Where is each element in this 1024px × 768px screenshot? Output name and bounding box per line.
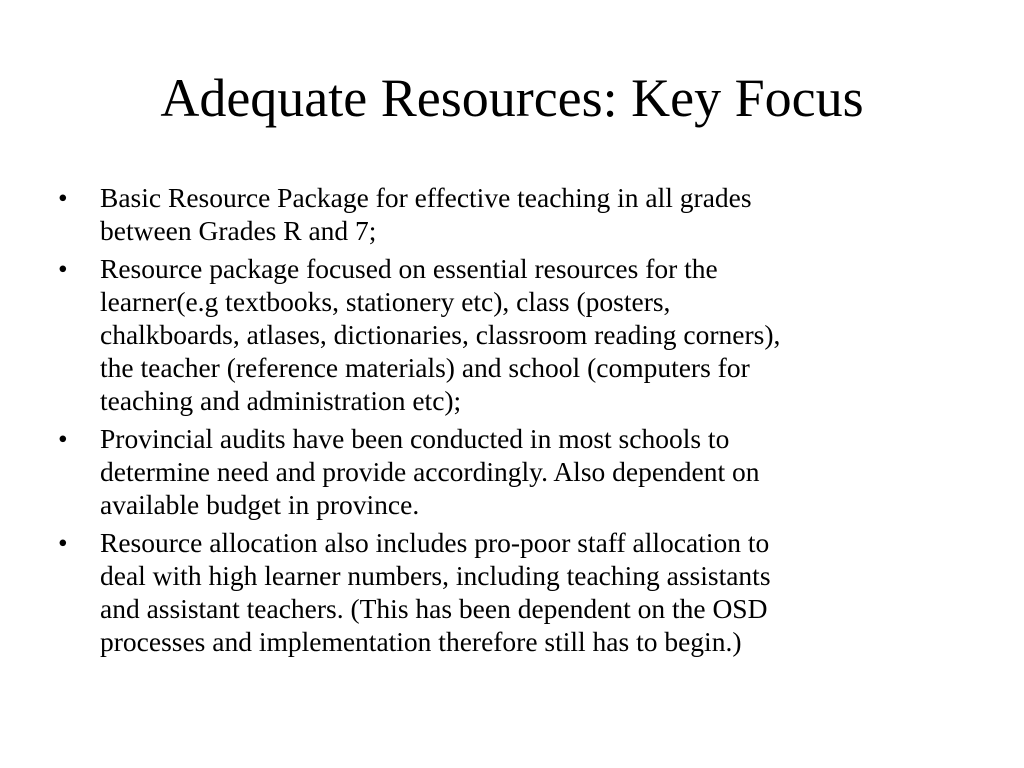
bullet-text-line: Resource allocation also includes pro-poor staff allocation to xyxy=(100,527,770,558)
bullet-text-line: learner(e.g textbooks, stationery etc), class (posters, xyxy=(100,286,671,317)
bullet-text-line: chalkboards, atlases, dictionaries, classroom reading corners), xyxy=(100,319,781,350)
bullet-text-line: determine need and provide accordingly. Also dependent on xyxy=(100,456,760,487)
bullet-text-line: Resource package focused on essential resources for the xyxy=(100,253,718,284)
bullet-item xyxy=(58,422,958,521)
bullet-text-line: Provincial audits have been conducted in most schools to xyxy=(100,423,730,454)
bullet-text-line: teaching and administration etc); xyxy=(100,385,462,416)
bullet-text-line: the teacher (reference materials) and school (computers for xyxy=(100,352,750,383)
bullet-marker: • xyxy=(58,527,68,558)
bullet-list xyxy=(58,181,958,663)
bullet-item xyxy=(58,526,958,658)
bullet-text-line: available budget in province. xyxy=(100,489,420,520)
bullet-marker: • xyxy=(58,423,68,454)
bullet-text-line: Basic Resource Package for effective teaching in all grades xyxy=(100,182,752,213)
bullet-text-line: processes and implementation therefore still has to begin.) xyxy=(100,626,742,657)
slide-title: Adequate Resources: Key Focus xyxy=(160,68,864,128)
bullet-marker: • xyxy=(58,182,68,213)
bullet-marker: • xyxy=(58,253,68,284)
bullet-item xyxy=(58,181,958,247)
bullet-text-line: and assistant teachers. (This has been dependent on the OSD xyxy=(100,593,768,624)
bullet-item xyxy=(58,252,958,417)
bullet-text-line: deal with high learner numbers, including teaching assistants xyxy=(100,560,771,591)
bullet-text-line: between Grades R and 7; xyxy=(100,215,377,246)
